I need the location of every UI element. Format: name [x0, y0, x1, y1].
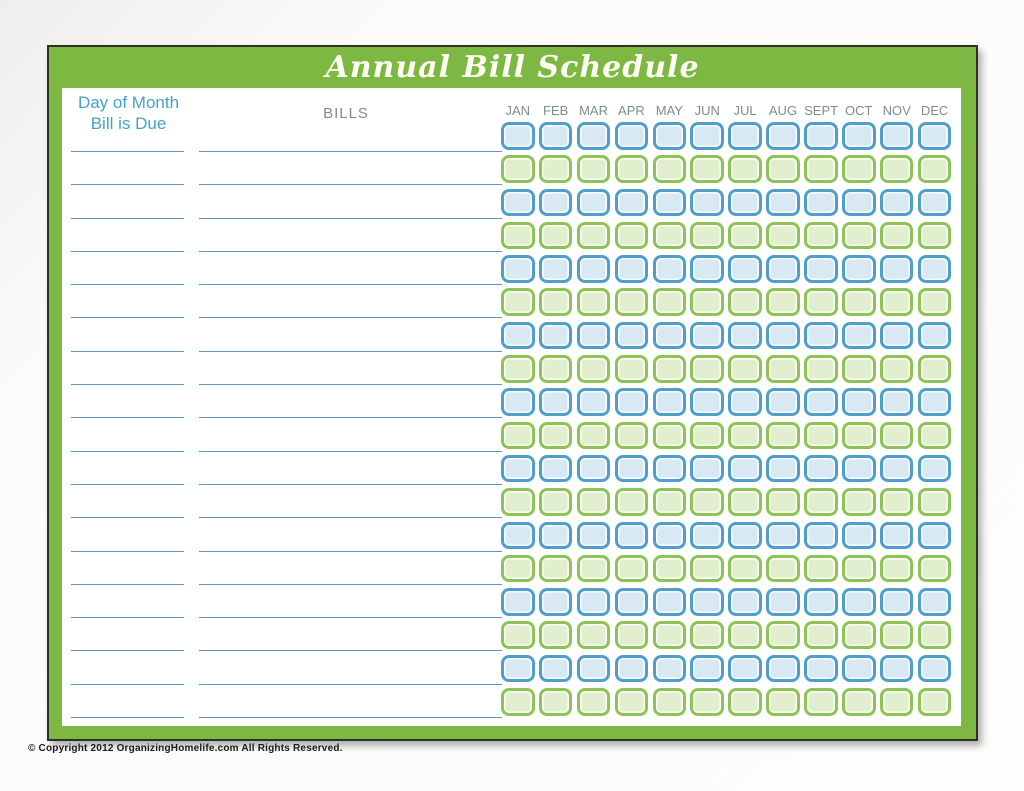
day-due-lines-column: [71, 119, 184, 718]
schedule-sheet: [62, 88, 961, 726]
bill-checkbox[interactable]: [728, 388, 762, 416]
bill-checkbox[interactable]: [728, 588, 762, 616]
bill-checkbox[interactable]: [842, 255, 876, 283]
bill-checkbox[interactable]: [804, 522, 838, 550]
bill-name-line[interactable]: [199, 452, 502, 485]
day-due-line[interactable]: [71, 318, 184, 351]
bill-checkbox[interactable]: [501, 522, 535, 550]
bill-name-line[interactable]: [199, 385, 502, 418]
bill-checkbox[interactable]: [577, 222, 611, 250]
bill-checkbox[interactable]: [577, 522, 611, 550]
bill-checkbox[interactable]: [766, 189, 800, 217]
bill-checkbox[interactable]: [615, 621, 649, 649]
bill-name-line[interactable]: [199, 119, 502, 152]
month-label: NOV: [882, 103, 911, 118]
bill-checkbox[interactable]: [766, 155, 800, 183]
bill-checkbox[interactable]: [842, 189, 876, 217]
bill-checkbox[interactable]: [842, 488, 876, 516]
day-due-line[interactable]: [71, 518, 184, 551]
bill-checkbox[interactable]: [880, 222, 914, 250]
day-of-month-header-line2: Bill is Due: [90, 114, 167, 133]
bill-checkbox[interactable]: [728, 688, 762, 716]
bill-name-line[interactable]: [199, 219, 502, 252]
bill-checkbox[interactable]: [501, 255, 535, 283]
bill-checkbox[interactable]: [804, 288, 838, 316]
bill-name-line[interactable]: [199, 418, 502, 451]
bill-checkbox[interactable]: [690, 688, 724, 716]
bill-checkbox[interactable]: [804, 655, 838, 683]
bill-checkbox[interactable]: [577, 588, 611, 616]
bill-checkbox[interactable]: [501, 155, 535, 183]
copyright-text: © Copyright 2012 OrganizingHomelife.com All Rights Reserved.: [28, 743, 343, 754]
months-header-row: [501, 103, 951, 119]
bill-checkbox[interactable]: [653, 388, 687, 416]
bill-checkbox[interactable]: [728, 155, 762, 183]
bill-checkbox[interactable]: [539, 322, 573, 350]
bill-checkbox[interactable]: [539, 688, 573, 716]
bill-checkbox[interactable]: [690, 588, 724, 616]
day-due-line[interactable]: [71, 285, 184, 318]
bill-checkbox[interactable]: [577, 488, 611, 516]
day-of-month-header-line1: Day of Month: [77, 93, 180, 112]
bill-checkbox[interactable]: [804, 322, 838, 350]
bill-checkbox[interactable]: [804, 189, 838, 217]
bill-checkbox[interactable]: [842, 522, 876, 550]
bill-checkbox[interactable]: [577, 555, 611, 583]
bill-checkbox[interactable]: [880, 355, 914, 383]
month-label: APR: [618, 103, 645, 118]
bill-name-line[interactable]: [199, 318, 502, 351]
bill-name-line[interactable]: [199, 352, 502, 385]
bill-checkbox[interactable]: [501, 422, 535, 450]
bill-checkbox[interactable]: [766, 555, 800, 583]
bill-checkbox[interactable]: [728, 288, 762, 316]
bill-checkbox[interactable]: [539, 455, 573, 483]
bill-checkbox[interactable]: [842, 588, 876, 616]
bill-checkbox[interactable]: [539, 588, 573, 616]
bill-checkbox[interactable]: [690, 355, 724, 383]
bill-checkbox[interactable]: [918, 655, 952, 683]
bill-checkbox[interactable]: [842, 322, 876, 350]
bill-checkbox[interactable]: [880, 322, 914, 350]
bill-checkbox[interactable]: [842, 621, 876, 649]
bill-checkbox[interactable]: [842, 388, 876, 416]
bill-checkbox[interactable]: [653, 588, 687, 616]
bill-checkbox[interactable]: [690, 621, 724, 649]
bill-checkbox[interactable]: [577, 122, 611, 150]
bill-name-line[interactable]: [199, 685, 502, 718]
bill-checkbox[interactable]: [918, 688, 952, 716]
bill-checkbox[interactable]: [918, 621, 952, 649]
bill-checkbox[interactable]: [918, 122, 952, 150]
bill-checkbox[interactable]: [918, 288, 952, 316]
bill-checkbox[interactable]: [615, 688, 649, 716]
bill-checkbox[interactable]: [766, 422, 800, 450]
bill-checkbox[interactable]: [539, 288, 573, 316]
bill-checkbox[interactable]: [690, 322, 724, 350]
bill-checkbox[interactable]: [577, 388, 611, 416]
bill-checkbox[interactable]: [880, 688, 914, 716]
day-due-line[interactable]: [71, 552, 184, 585]
bill-checkbox[interactable]: [690, 222, 724, 250]
day-due-line[interactable]: [71, 385, 184, 418]
bill-checkbox[interactable]: [842, 655, 876, 683]
bill-checkbox[interactable]: [653, 655, 687, 683]
bill-checkbox[interactable]: [539, 655, 573, 683]
bill-checkbox[interactable]: [766, 688, 800, 716]
bill-checkbox[interactable]: [918, 388, 952, 416]
month-label: MAY: [655, 103, 683, 118]
bill-checkbox[interactable]: [501, 588, 535, 616]
bill-checkbox[interactable]: [615, 189, 649, 217]
bill-checkbox[interactable]: [766, 322, 800, 350]
day-due-line[interactable]: [71, 651, 184, 684]
day-due-line[interactable]: [71, 485, 184, 518]
bill-name-line[interactable]: [199, 618, 502, 651]
bill-checkbox[interactable]: [653, 455, 687, 483]
bill-checkbox[interactable]: [804, 621, 838, 649]
bill-checkbox[interactable]: [653, 688, 687, 716]
bill-checkbox[interactable]: [728, 422, 762, 450]
bill-checkbox[interactable]: [880, 122, 914, 150]
bill-checkbox[interactable]: [690, 122, 724, 150]
bill-checkbox[interactable]: [577, 189, 611, 217]
bill-checkbox[interactable]: [615, 122, 649, 150]
month-label: OCT: [845, 103, 873, 118]
bill-checkbox[interactable]: [615, 555, 649, 583]
bill-checkbox[interactable]: [690, 388, 724, 416]
bill-checkbox[interactable]: [766, 522, 800, 550]
bill-checkbox[interactable]: [539, 122, 573, 150]
bill-checkbox[interactable]: [804, 122, 838, 150]
bill-checkbox[interactable]: [880, 455, 914, 483]
bill-checkbox[interactable]: [539, 488, 573, 516]
bill-checkbox[interactable]: [501, 189, 535, 217]
bill-checkbox[interactable]: [918, 488, 952, 516]
bill-checkbox[interactable]: [728, 355, 762, 383]
bill-checkbox[interactable]: [690, 488, 724, 516]
bill-checkbox[interactable]: [918, 255, 952, 283]
checkbox-grid: [501, 122, 951, 716]
bill-checkbox[interactable]: [766, 388, 800, 416]
bill-checkbox[interactable]: [842, 122, 876, 150]
bill-checkbox[interactable]: [728, 455, 762, 483]
bill-name-line[interactable]: [199, 152, 502, 185]
bill-checkbox[interactable]: [615, 588, 649, 616]
bill-checkbox[interactable]: [880, 655, 914, 683]
bill-checkbox[interactable]: [539, 522, 573, 550]
bill-checkbox[interactable]: [766, 588, 800, 616]
bill-checkbox[interactable]: [577, 355, 611, 383]
bill-checkbox[interactable]: [728, 621, 762, 649]
bill-checkbox[interactable]: [766, 288, 800, 316]
bill-checkbox[interactable]: [880, 255, 914, 283]
bill-checkbox[interactable]: [539, 189, 573, 217]
bill-checkbox[interactable]: [653, 355, 687, 383]
bill-checkbox[interactable]: [804, 222, 838, 250]
bill-checkbox[interactable]: [615, 155, 649, 183]
bill-checkbox[interactable]: [880, 522, 914, 550]
day-due-line[interactable]: [71, 185, 184, 218]
bill-checkbox[interactable]: [615, 255, 649, 283]
bill-checkbox[interactable]: [842, 555, 876, 583]
bill-checkbox[interactable]: [880, 555, 914, 583]
bill-checkbox[interactable]: [539, 422, 573, 450]
bill-checkbox[interactable]: [918, 355, 952, 383]
bill-checkbox[interactable]: [653, 621, 687, 649]
bill-checkbox[interactable]: [501, 455, 535, 483]
bill-checkbox[interactable]: [880, 488, 914, 516]
bill-checkbox[interactable]: [653, 422, 687, 450]
bill-checkbox[interactable]: [615, 522, 649, 550]
month-label: MAR: [579, 103, 608, 118]
bill-checkbox[interactable]: [766, 222, 800, 250]
bill-checkbox[interactable]: [804, 422, 838, 450]
bill-checkbox[interactable]: [804, 588, 838, 616]
bill-checkbox[interactable]: [501, 555, 535, 583]
bill-checkbox[interactable]: [804, 388, 838, 416]
bill-checkbox[interactable]: [728, 222, 762, 250]
bill-checkbox[interactable]: [501, 655, 535, 683]
bill-checkbox[interactable]: [690, 422, 724, 450]
bill-name-line[interactable]: [199, 285, 502, 318]
bill-checkbox[interactable]: [804, 255, 838, 283]
bill-checkbox[interactable]: [577, 155, 611, 183]
bill-checkbox[interactable]: [501, 355, 535, 383]
bill-checkbox[interactable]: [615, 388, 649, 416]
bill-checkbox[interactable]: [804, 155, 838, 183]
page-title: Annual Bill Schedule: [325, 50, 700, 85]
bill-checkbox[interactable]: [918, 588, 952, 616]
bill-checkbox[interactable]: [577, 455, 611, 483]
bill-checkbox[interactable]: [615, 288, 649, 316]
bill-checkbox[interactable]: [918, 155, 952, 183]
bill-checkbox[interactable]: [766, 455, 800, 483]
bill-checkbox[interactable]: [653, 189, 687, 217]
bill-checkbox[interactable]: [501, 688, 535, 716]
schedule-frame: [47, 45, 978, 741]
bill-checkbox[interactable]: [766, 488, 800, 516]
bill-name-line[interactable]: [199, 485, 502, 518]
bill-checkbox[interactable]: [653, 122, 687, 150]
day-due-line[interactable]: [71, 219, 184, 252]
bill-checkbox[interactable]: [880, 155, 914, 183]
bill-checkbox[interactable]: [615, 488, 649, 516]
bill-checkbox[interactable]: [880, 288, 914, 316]
bill-checkbox[interactable]: [842, 422, 876, 450]
bill-checkbox[interactable]: [577, 688, 611, 716]
bill-checkbox[interactable]: [539, 621, 573, 649]
bill-checkbox[interactable]: [539, 355, 573, 383]
bill-checkbox[interactable]: [539, 222, 573, 250]
day-due-line[interactable]: [71, 452, 184, 485]
bill-checkbox[interactable]: [501, 388, 535, 416]
bill-checkbox[interactable]: [842, 355, 876, 383]
bill-checkbox[interactable]: [842, 288, 876, 316]
bill-checkbox[interactable]: [918, 455, 952, 483]
bill-name-line[interactable]: [199, 252, 502, 285]
day-due-line[interactable]: [71, 585, 184, 618]
bill-checkbox[interactable]: [804, 555, 838, 583]
bill-checkbox[interactable]: [577, 322, 611, 350]
bill-checkbox[interactable]: [690, 522, 724, 550]
bill-checkbox[interactable]: [615, 355, 649, 383]
bill-checkbox[interactable]: [615, 455, 649, 483]
day-due-line[interactable]: [71, 352, 184, 385]
bill-checkbox[interactable]: [880, 422, 914, 450]
bill-checkbox[interactable]: [842, 155, 876, 183]
bill-checkbox[interactable]: [918, 222, 952, 250]
bill-checkbox[interactable]: [918, 555, 952, 583]
bill-checkbox[interactable]: [728, 488, 762, 516]
bill-checkbox[interactable]: [653, 222, 687, 250]
bill-name-line[interactable]: [199, 651, 502, 684]
bill-checkbox[interactable]: [728, 255, 762, 283]
bill-name-line[interactable]: [199, 552, 502, 585]
bill-checkbox[interactable]: [501, 122, 535, 150]
bill-name-line[interactable]: [199, 585, 502, 618]
bill-checkbox[interactable]: [918, 422, 952, 450]
bill-checkbox[interactable]: [577, 255, 611, 283]
day-due-line[interactable]: [71, 119, 184, 152]
bill-checkbox[interactable]: [880, 388, 914, 416]
bill-checkbox[interactable]: [690, 288, 724, 316]
bill-checkbox[interactable]: [918, 522, 952, 550]
month-label: DEC: [920, 103, 949, 118]
month-label: SEPT: [804, 103, 839, 118]
bill-checkbox[interactable]: [766, 255, 800, 283]
bill-checkbox[interactable]: [918, 322, 952, 350]
bill-checkbox[interactable]: [653, 288, 687, 316]
bill-checkbox[interactable]: [766, 621, 800, 649]
bill-checkbox[interactable]: [804, 488, 838, 516]
bill-checkbox[interactable]: [615, 322, 649, 350]
bill-checkbox[interactable]: [842, 688, 876, 716]
bill-checkbox[interactable]: [653, 522, 687, 550]
bill-checkbox[interactable]: [728, 189, 762, 217]
month-label: JUN: [694, 103, 720, 118]
day-due-line[interactable]: [71, 418, 184, 451]
bill-checkbox[interactable]: [766, 655, 800, 683]
bill-checkbox[interactable]: [653, 255, 687, 283]
bill-checkbox[interactable]: [728, 655, 762, 683]
bill-checkbox[interactable]: [728, 522, 762, 550]
day-due-line[interactable]: [71, 252, 184, 285]
month-label: JAN: [505, 103, 531, 118]
bill-checkbox[interactable]: [690, 655, 724, 683]
bill-checkbox[interactable]: [766, 122, 800, 150]
bill-name-line[interactable]: [199, 185, 502, 218]
bill-checkbox[interactable]: [804, 355, 838, 383]
bill-checkbox[interactable]: [653, 155, 687, 183]
bill-checkbox[interactable]: [880, 189, 914, 217]
day-due-line[interactable]: [71, 618, 184, 651]
bill-checkbox[interactable]: [653, 322, 687, 350]
bill-checkbox[interactable]: [690, 189, 724, 217]
bill-checkbox[interactable]: [690, 155, 724, 183]
bill-checkbox[interactable]: [690, 555, 724, 583]
bill-checkbox[interactable]: [501, 222, 535, 250]
bill-checkbox[interactable]: [728, 122, 762, 150]
bill-checkbox[interactable]: [577, 621, 611, 649]
month-label: AUG: [768, 103, 798, 118]
bills-header: BILLS: [323, 105, 369, 122]
bill-checkbox[interactable]: [728, 322, 762, 350]
month-label: JUL: [733, 103, 757, 118]
bill-checkbox[interactable]: [577, 655, 611, 683]
bill-name-line[interactable]: [199, 518, 502, 551]
month-label: FEB: [542, 103, 569, 118]
bill-checkbox[interactable]: [615, 422, 649, 450]
bill-checkbox[interactable]: [539, 155, 573, 183]
title-band: [49, 47, 976, 88]
bill-checkbox[interactable]: [728, 555, 762, 583]
day-due-line[interactable]: [71, 685, 184, 718]
bill-checkbox[interactable]: [880, 588, 914, 616]
day-due-line[interactable]: [71, 152, 184, 185]
bill-checkbox[interactable]: [615, 222, 649, 250]
bill-checkbox[interactable]: [615, 655, 649, 683]
bill-checkbox[interactable]: [577, 422, 611, 450]
bill-checkbox[interactable]: [653, 488, 687, 516]
bill-checkbox[interactable]: [690, 455, 724, 483]
bill-checkbox[interactable]: [577, 288, 611, 316]
bill-checkbox[interactable]: [501, 488, 535, 516]
bill-checkbox[interactable]: [918, 189, 952, 217]
bill-checkbox[interactable]: [501, 621, 535, 649]
bill-checkbox[interactable]: [501, 288, 535, 316]
bill-checkbox[interactable]: [653, 555, 687, 583]
bill-checkbox[interactable]: [539, 555, 573, 583]
bill-checkbox[interactable]: [804, 455, 838, 483]
bill-checkbox[interactable]: [690, 255, 724, 283]
bill-checkbox[interactable]: [766, 355, 800, 383]
bill-checkbox[interactable]: [842, 222, 876, 250]
bill-checkbox[interactable]: [804, 688, 838, 716]
bill-checkbox[interactable]: [880, 621, 914, 649]
bill-name-lines-column: [199, 119, 502, 718]
bill-checkbox[interactable]: [539, 388, 573, 416]
bill-checkbox[interactable]: [842, 455, 876, 483]
bill-checkbox[interactable]: [501, 322, 535, 350]
bill-checkbox[interactable]: [539, 255, 573, 283]
